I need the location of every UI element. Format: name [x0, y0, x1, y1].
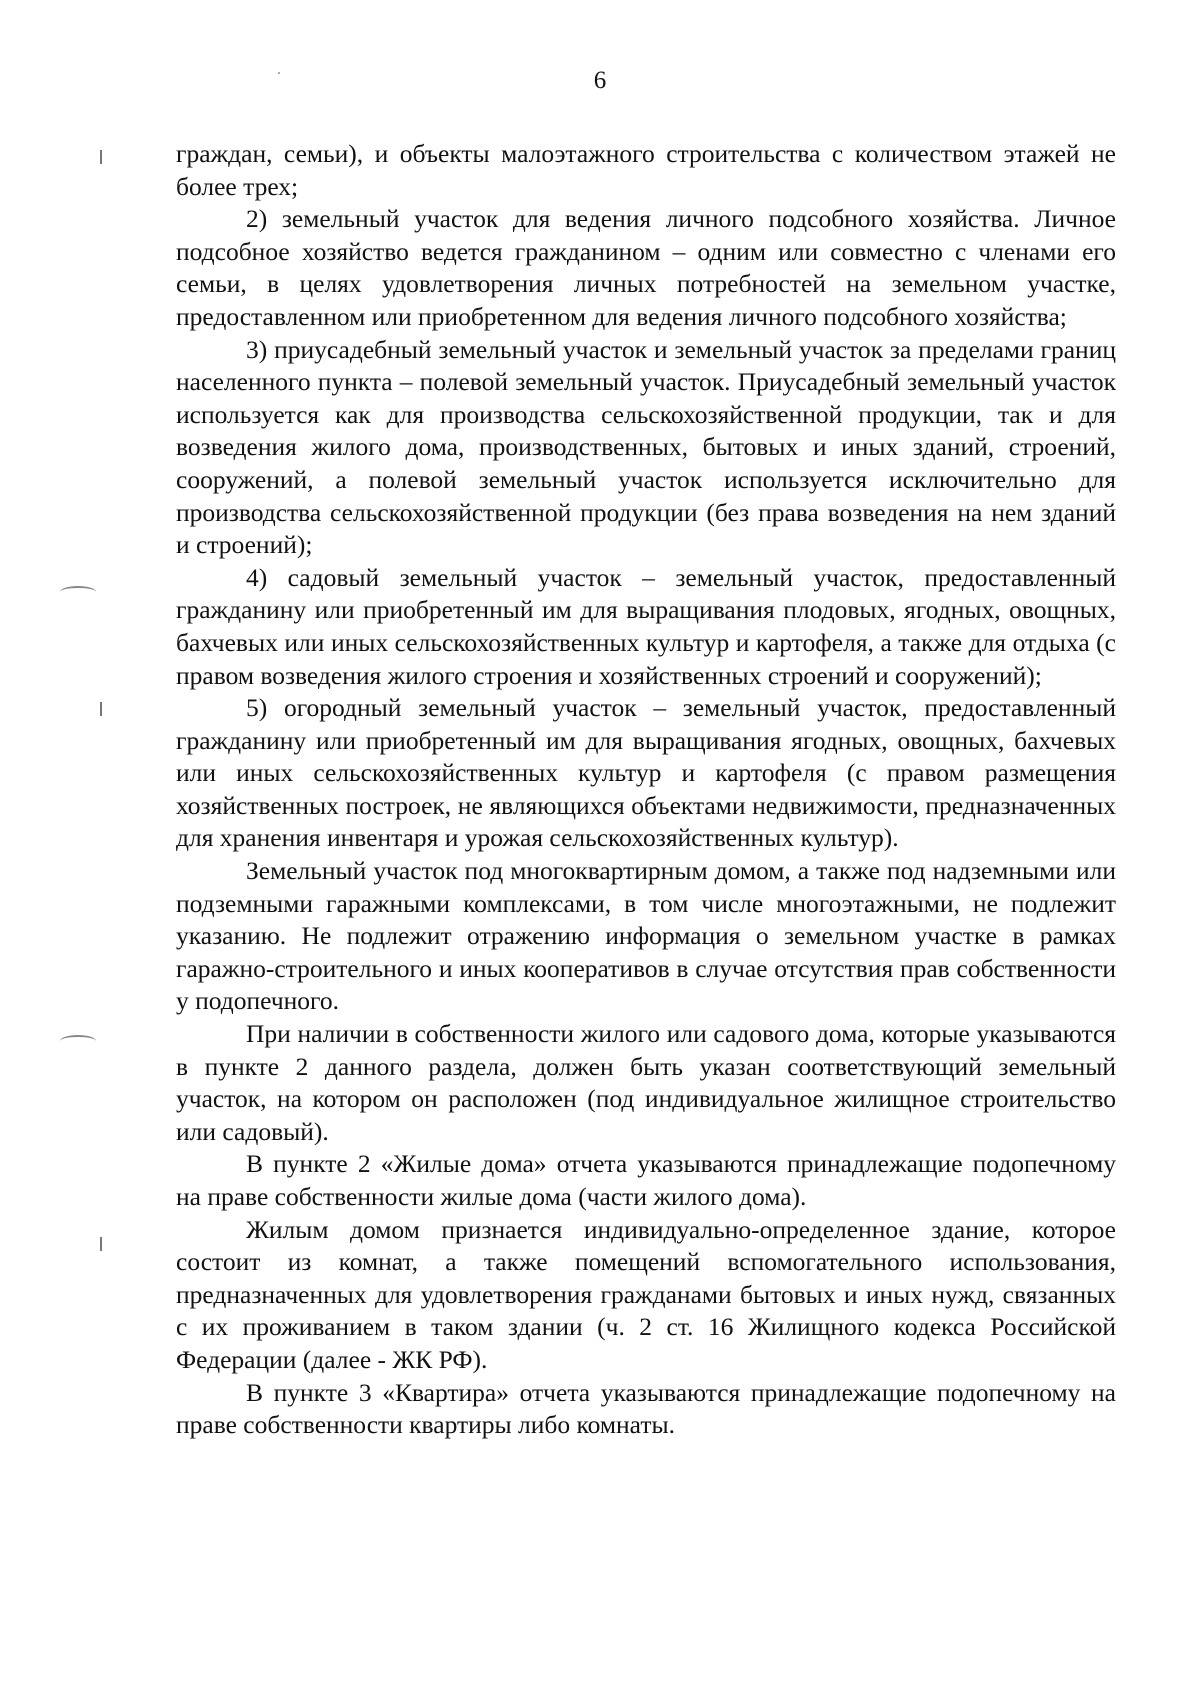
scan-mark-tick-2: [100, 702, 102, 716]
scan-mark-tick-3: [100, 1237, 102, 1251]
page-number: 6: [593, 67, 607, 94]
paragraph-6: Земельный участок под многоквартирным домом, а также под надземными или подземными гаражными комплексами, в том числе многоэтажными, не подлежит указанию. Не подлежит отражению информация о земельном участке в рамках гаражно-строительного и иных кооперативов в случае отсутствия прав собственности у подопечного.: [176, 856, 1116, 1016]
scan-mark-tick-1: [100, 150, 102, 164]
paragraph-1: граждан, семьи), и объекты малоэтажного строительства с количеством этажей не более трех;: [176, 139, 1116, 201]
paragraph-5: 5) огородный земельный участок – земельный участок, предоставленный гражданину или приобретенный им для выращивания ягодных, овощных, бахчевых или иных сельскохозяйственных культур и картофеля (с правом размещения хозяйственных построек, не являющихся объектами недвижимости, предназначенных для хранения инвентаря и урожая сельскохозяйственных культур).: [176, 693, 1116, 853]
paragraph-10: В пункте 3 «Квартира» отчета указываются принадлежащие подопечному на праве собственности квартиры либо комнаты.: [176, 1377, 1116, 1440]
paragraph-9: Жилым домом признается индивидуально-определенное здание, которое состоит из комнат, а также помещений вспомогательного использования, предназначенных для удовлетворения гражданами бытовых и иных нужд, связанных с их проживанием в таком здании (ч. 2 ст. 16 Жилищного кодекса Российской Федерации (далее - ЖК РФ).: [176, 1214, 1116, 1374]
paragraph-7: При наличии в собственности жилого или садового дома, которые указываются в пункте 2 данного раздела, должен быть указан соответствующий земельный участок, на котором он расположен (под индивидуальное жилищное строительство или садовый).: [176, 1019, 1116, 1146]
paragraph-3: 3) приусадебный земельный участок и земельный участок за пределами границ населенного пункта – полевой земельный участок. Приусадебный земельный участок используется как для производства сельскохозяйственной продукции, так и для возведения жилого дома, производственных, бытовых и иных зданий, строений, сооружений, а полевой земельный участок используется исключительно для производства сельскохозяйственной продукции (без права возведения на нем зданий и строений);: [176, 334, 1116, 560]
paragraph-2: 2) земельный участок для ведения личного подсобного хозяйства. Личное подсобное хозяйство ведется гражданином – одним или совместно с членами его семьи, в целях удовлетворения личных потребностей на земельном участке, предоставленном или приобретенном для ведения личного подсобного хозяйства;: [176, 204, 1116, 331]
paragraph-8: В пункте 2 «Жилые дома» отчета указываются принадлежащие подопечному на праве собственности жилые дома (части жилого дома).: [176, 1149, 1116, 1211]
scan-mark-arc-1: [60, 586, 96, 598]
paragraph-4: 4) садовый земельный участок – земельный участок, предоставленный гражданину или приобретенный им для выращивания плодовых, ягодных, овощных, бахчевых или иных сельскохозяйственных культур и картофеля, а также для отдыха (с правом возведения жилого строения и хозяйственных строений и сооружений);: [176, 562, 1116, 690]
document-body: [176, 138, 1116, 1442]
scan-mark-dot: [278, 72, 280, 74]
scan-mark-arc-2: [60, 1035, 96, 1047]
